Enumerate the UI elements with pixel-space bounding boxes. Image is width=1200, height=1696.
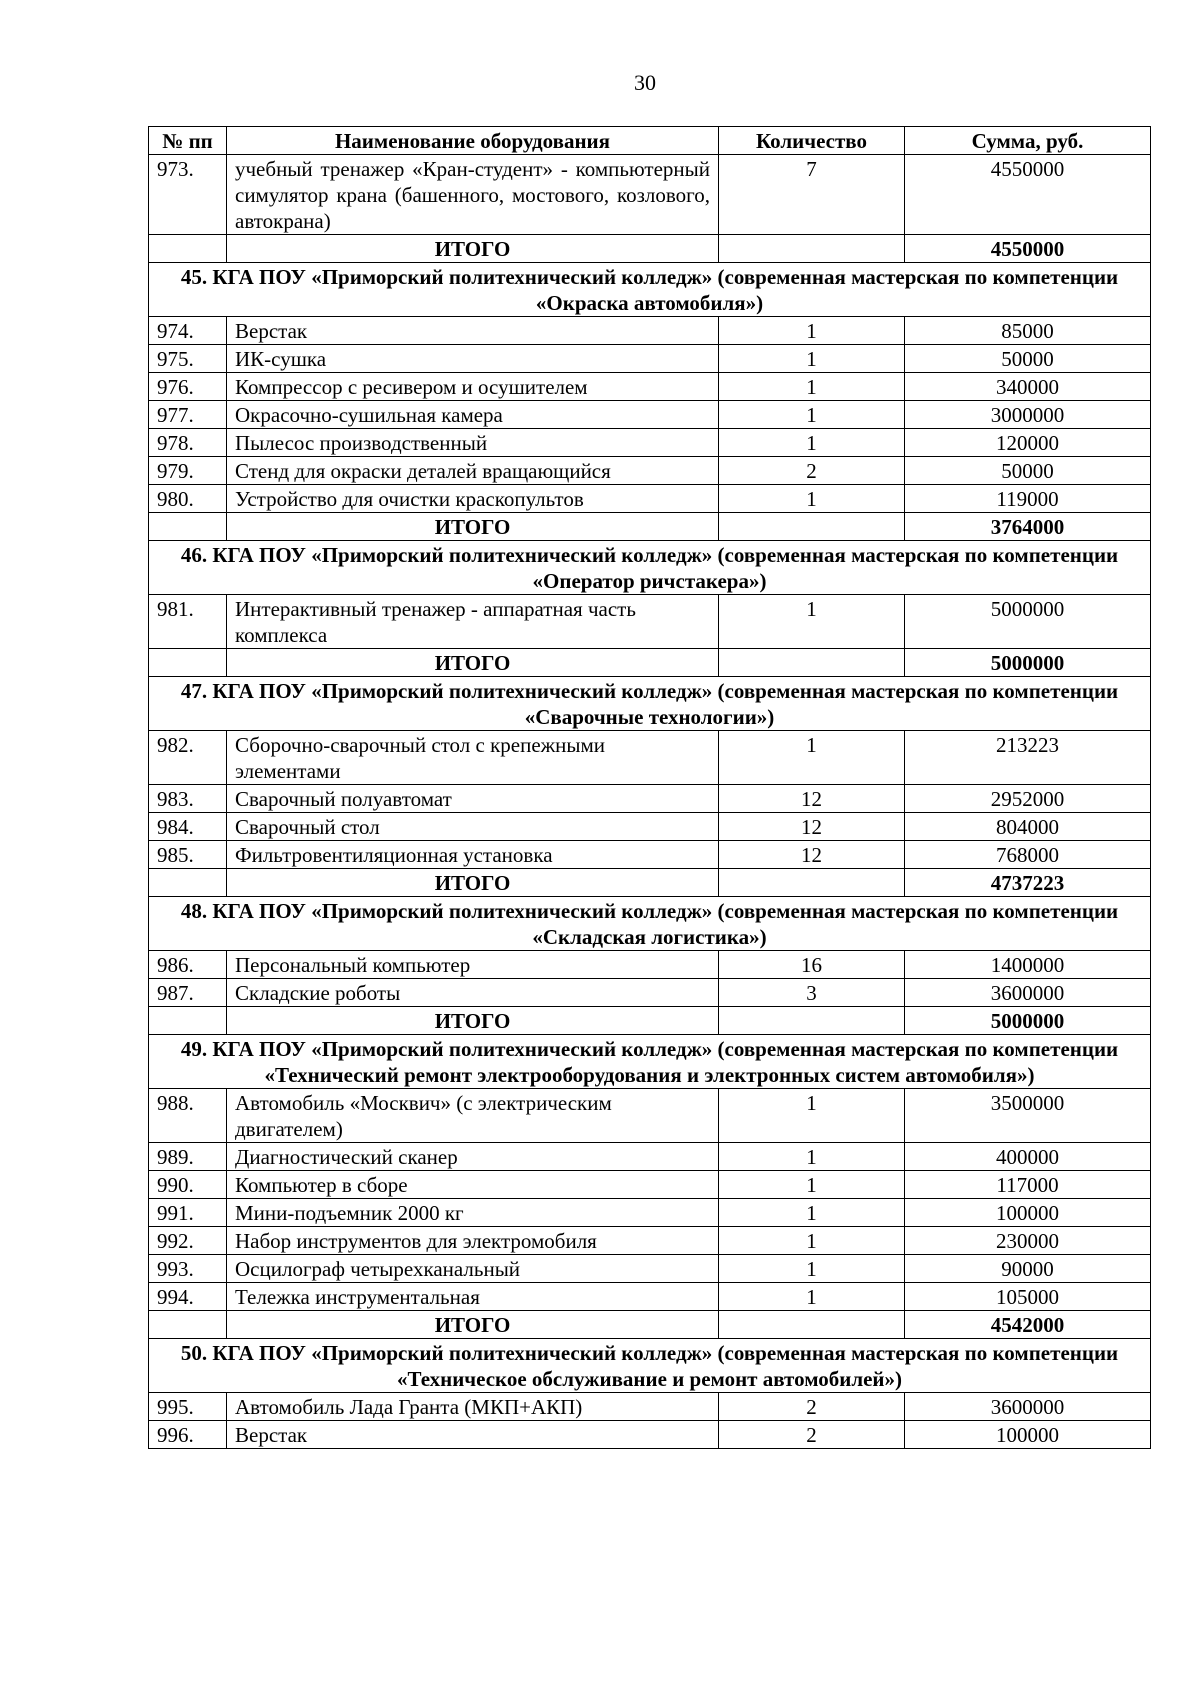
item-number: 981. [149,595,227,649]
total-empty-qty [719,235,905,263]
item-number: 994. [149,1283,227,1311]
item-name: Персональный компьютер [227,951,719,979]
item-number: 995. [149,1393,227,1421]
item-number: 986. [149,951,227,979]
table-row [149,785,1151,813]
total-sum: 4550000 [905,235,1151,263]
item-sum: 213223 [905,731,1151,785]
header-name: Наименование оборудования [227,127,719,155]
item-name: Складские роботы [227,979,719,1007]
table-row [149,457,1151,485]
item-quantity: 12 [719,813,905,841]
total-sum: 4542000 [905,1311,1151,1339]
table-row [149,317,1151,345]
table-row [149,485,1151,513]
item-name: Пылесос производственный [227,429,719,457]
page-number: 30 [634,70,656,95]
item-number: 996. [149,1421,227,1449]
item-sum: 3600000 [905,979,1151,1007]
item-number: 983. [149,785,227,813]
item-sum: 400000 [905,1143,1151,1171]
item-name: Мини-подъемник 2000 кг [227,1199,719,1227]
item-quantity: 7 [719,155,905,235]
section-title: 46. КГА ПОУ «Приморский политехнический колледж» (современная мастерская по компетенции «Оператор ричстакера») [149,541,1151,595]
table-row [149,1421,1151,1449]
total-label: ИТОГО [227,869,719,897]
section-title: 47. КГА ПОУ «Приморский политехнический колледж» (современная мастерская по компетенции «Сварочные технологии») [149,677,1151,731]
total-label: ИТОГО [227,235,719,263]
header-row [149,127,1151,155]
table-row [149,1255,1151,1283]
item-sum: 4550000 [905,155,1151,235]
total-row [149,869,1151,897]
item-quantity: 2 [719,1393,905,1421]
total-row [149,1007,1151,1035]
item-sum: 120000 [905,429,1151,457]
item-quantity: 1 [719,1143,905,1171]
total-label: ИТОГО [227,513,719,541]
section-title-row [149,541,1151,595]
table-row [149,1089,1151,1143]
item-quantity: 1 [719,1089,905,1143]
item-name: Фильтровентиляционная установка [227,841,719,869]
table-row [149,841,1151,869]
total-empty-num [149,235,227,263]
item-quantity: 1 [719,595,905,649]
item-number: 992. [149,1227,227,1255]
table-row [149,429,1151,457]
item-quantity: 12 [719,841,905,869]
total-row [149,235,1151,263]
item-quantity: 1 [719,429,905,457]
item-number: 989. [149,1143,227,1171]
item-sum: 90000 [905,1255,1151,1283]
item-name: ИК-сушка [227,345,719,373]
total-label: ИТОГО [227,1007,719,1035]
table-row [149,1171,1151,1199]
item-quantity: 1 [719,317,905,345]
item-number: 985. [149,841,227,869]
table-row [149,1283,1151,1311]
total-label: ИТОГО [227,1311,719,1339]
item-name: Тележка инструментальная [227,1283,719,1311]
item-number: 982. [149,731,227,785]
total-empty-qty [719,1311,905,1339]
item-number: 984. [149,813,227,841]
item-sum: 3500000 [905,1089,1151,1143]
item-number: 975. [149,345,227,373]
item-quantity: 16 [719,951,905,979]
equipment-table-body [149,127,1151,1449]
item-number: 980. [149,485,227,513]
table-row [149,951,1151,979]
item-name: Сварочный стол [227,813,719,841]
item-name: Сборочно-сварочный стол с крепежными элементами [227,731,719,785]
table-row [149,979,1151,1007]
item-sum: 3600000 [905,1393,1151,1421]
item-number: 977. [149,401,227,429]
item-name: Автомобиль Лада Гранта (МКП+АКП) [227,1393,719,1421]
section-title-row [149,1035,1151,1089]
item-number: 990. [149,1171,227,1199]
item-sum: 105000 [905,1283,1151,1311]
table-row [149,595,1151,649]
total-sum: 4737223 [905,869,1151,897]
item-sum: 340000 [905,373,1151,401]
table-row [149,1199,1151,1227]
item-sum: 804000 [905,813,1151,841]
item-name: Устройство для очистки краскопультов [227,485,719,513]
item-sum: 5000000 [905,595,1151,649]
table-row [149,155,1151,235]
item-sum: 100000 [905,1199,1151,1227]
equipment-table [148,126,1151,1449]
item-sum: 50000 [905,457,1151,485]
total-sum: 3764000 [905,513,1151,541]
item-name: Осцилограф четырехканальный [227,1255,719,1283]
item-name: Интерактивный тренажер - аппаратная часть комплекса [227,595,719,649]
total-empty-num [149,513,227,541]
header-num: № пп [149,127,227,155]
item-sum: 2952000 [905,785,1151,813]
item-name: Верстак [227,317,719,345]
section-title: 45. КГА ПОУ «Приморский политехнический колледж» (современная мастерская по компетенции «Окраска автомобиля») [149,263,1151,317]
table-row [149,373,1151,401]
item-quantity: 1 [719,485,905,513]
total-empty-qty [719,513,905,541]
item-number: 974. [149,317,227,345]
item-sum: 85000 [905,317,1151,345]
table-row [149,345,1151,373]
item-sum: 3000000 [905,401,1151,429]
total-sum: 5000000 [905,1007,1151,1035]
item-name: Набор инструментов для электромобиля [227,1227,719,1255]
total-row [149,649,1151,677]
item-sum: 100000 [905,1421,1151,1449]
item-sum: 119000 [905,485,1151,513]
item-quantity: 12 [719,785,905,813]
item-quantity: 3 [719,979,905,1007]
total-empty-num [149,1311,227,1339]
section-title-row [149,263,1151,317]
item-name: Окрасочно-сушильная камера [227,401,719,429]
item-number: 979. [149,457,227,485]
item-name: Верстак [227,1421,719,1449]
section-title-row [149,1339,1151,1393]
total-empty-num [149,649,227,677]
item-name: Стенд для окраски деталей вращающийся [227,457,719,485]
item-sum: 768000 [905,841,1151,869]
section-title-row [149,677,1151,731]
item-number: 987. [149,979,227,1007]
item-quantity: 1 [719,373,905,401]
header-qty: Количество [719,127,905,155]
item-number: 988. [149,1089,227,1143]
item-number: 993. [149,1255,227,1283]
header-sum: Сумма, руб. [905,127,1151,155]
item-number: 978. [149,429,227,457]
item-number: 976. [149,373,227,401]
item-name: учебный тренажер «Кран-студент» - компьютерный симулятор крана (башенного, мостового, козлового, автокрана) [227,155,719,235]
total-row [149,1311,1151,1339]
item-sum: 117000 [905,1171,1151,1199]
item-sum: 230000 [905,1227,1151,1255]
total-empty-qty [719,1007,905,1035]
section-title-row [149,897,1151,951]
item-quantity: 1 [719,1255,905,1283]
item-quantity: 1 [719,731,905,785]
item-quantity: 1 [719,1171,905,1199]
item-name: Компьютер в сборе [227,1171,719,1199]
section-title: 48. КГА ПОУ «Приморский политехнический колледж» (современная мастерская по компетенции «Складская логистика») [149,897,1151,951]
table-row [149,401,1151,429]
total-empty-num [149,869,227,897]
table-row [149,813,1151,841]
section-title: 50. КГА ПОУ «Приморский политехнический колледж» (современная мастерская по компетенции «Техническое обслуживание и ремонт автомобилей») [149,1339,1151,1393]
total-label: ИТОГО [227,649,719,677]
item-name: Сварочный полуавтомат [227,785,719,813]
item-quantity: 2 [719,457,905,485]
item-name: Автомобиль «Москвич» (с электрическим двигателем) [227,1089,719,1143]
item-quantity: 2 [719,1421,905,1449]
table-row [149,1143,1151,1171]
table-row [149,1393,1151,1421]
item-sum: 50000 [905,345,1151,373]
total-empty-num [149,1007,227,1035]
item-quantity: 1 [719,1227,905,1255]
item-quantity: 1 [719,401,905,429]
item-quantity: 1 [719,345,905,373]
total-empty-qty [719,869,905,897]
item-quantity: 1 [719,1199,905,1227]
total-row [149,513,1151,541]
item-sum: 1400000 [905,951,1151,979]
table-row [149,1227,1151,1255]
total-empty-qty [719,649,905,677]
item-number: 991. [149,1199,227,1227]
item-name: Компрессор с ресивером и осушителем [227,373,719,401]
section-title: 49. КГА ПОУ «Приморский политехнический колледж» (современная мастерская по компетенции «Технический ремонт электрооборудования и электронных систем автомобиля») [149,1035,1151,1089]
item-quantity: 1 [719,1283,905,1311]
table-row [149,731,1151,785]
item-name: Диагностический сканер [227,1143,719,1171]
item-number: 973. [149,155,227,235]
total-sum: 5000000 [905,649,1151,677]
